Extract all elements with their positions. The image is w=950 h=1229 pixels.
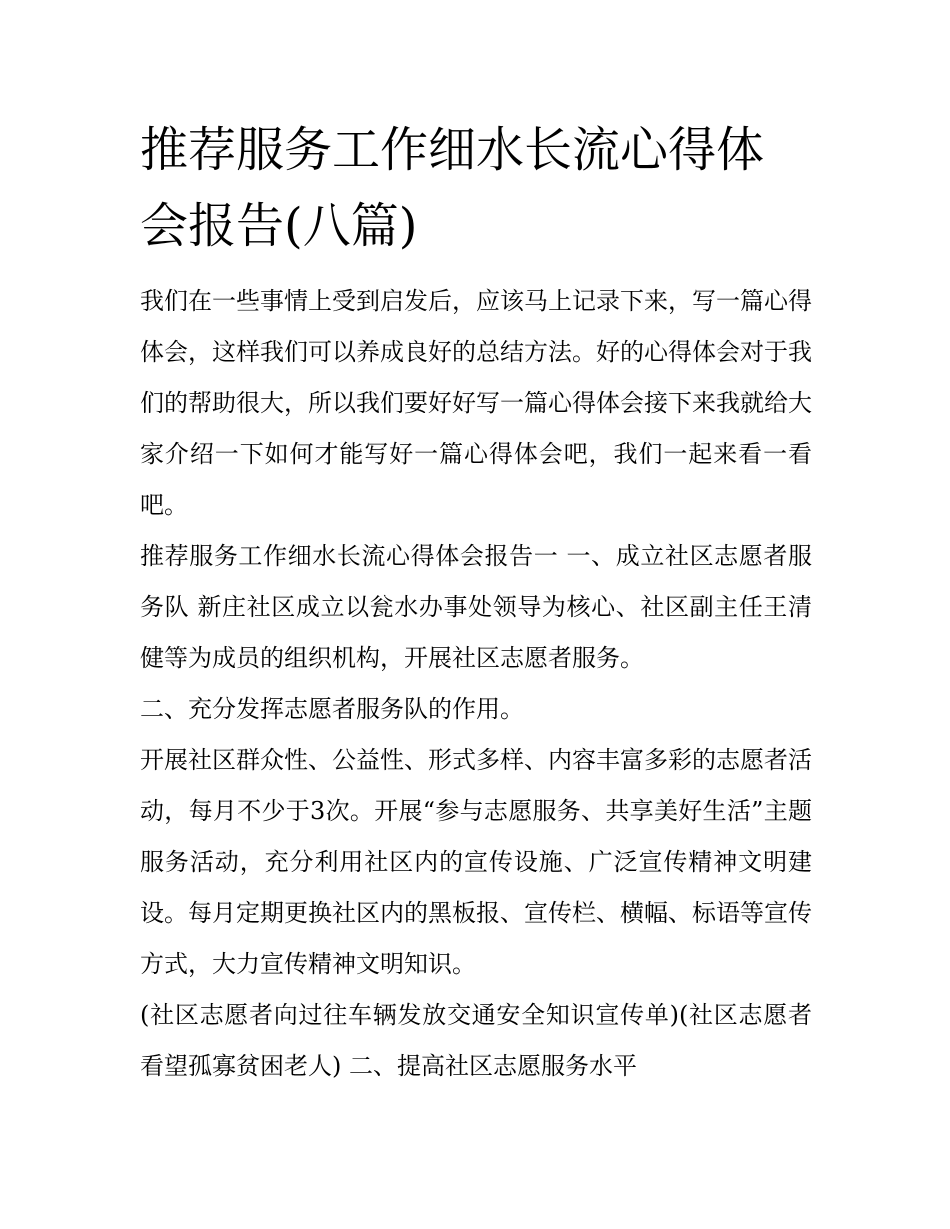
paragraph-section-one: 推荐服务工作细水长流心得体会报告一 一、成立社区志愿者服务队 新庄社区成立以瓮水办事处领导为核心、社区副主任王清健等为成员的组织机构，开展社区志愿者服务。	[140, 542, 812, 672]
document-body	[140, 276, 812, 1092]
paragraph-photo-captions: (社区志愿者向过往车辆发放交通安全知识宣传单)(社区志愿者看望孤寡贫困老人) 二、提高社区志愿服务水平	[140, 1001, 812, 1080]
paragraph-section-two-heading: 二、充分发挥志愿者服务队的作用。	[140, 695, 524, 723]
document-title: 推荐服务工作细水长流心得体会报告(八篇)	[140, 122, 765, 254]
paragraph-intro: 我们在一些事情上受到启发后，应该马上记录下来，写一篇心得体会，这样我们可以养成良好的总结方法。好的心得体会对于我们的帮助很大，所以我们要好好写一篇心得体会接下来我就给大家介绍一下如何才能写好一篇心得体会吧，我们一起来看一看吧。	[140, 287, 812, 519]
paragraph-activities: 开展社区群众性、公益性、形式多样、内容丰富多彩的志愿者活动，每月不少于3次。开展“参与志愿服务、共享美好生活”主题服务活动，充分利用社区内的宣传设施、广泛宣传精神文明建设。每月定期更换社区内的黑板报、宣传栏、横幅、标语等宣传方式，大力宣传精神文明知识。	[140, 746, 812, 978]
